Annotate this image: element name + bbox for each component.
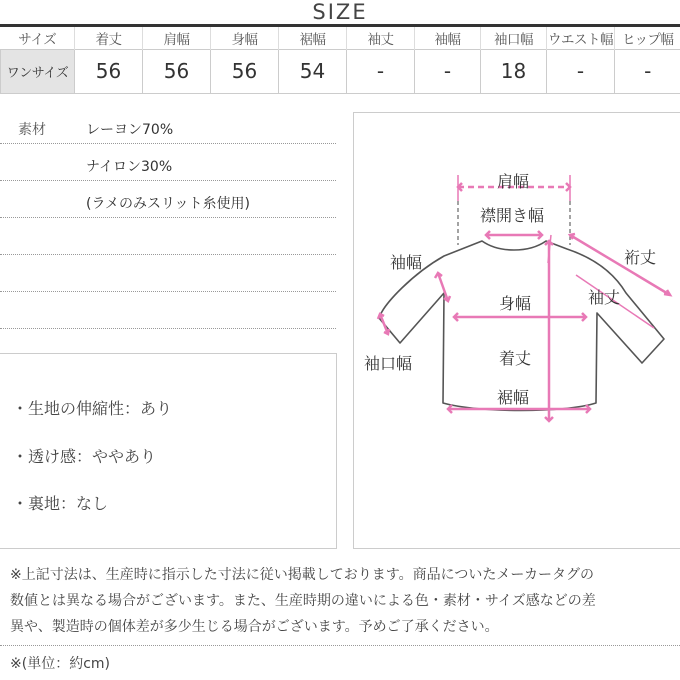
body-width-label: 身幅 (499, 294, 532, 313)
lining-property: ・裏地：なし (12, 494, 109, 513)
neck-width-label: 襟開き幅 (480, 206, 545, 225)
yuki-length-label: 裄丈 (624, 248, 657, 267)
table-cell: 18 (481, 49, 547, 93)
material-row (0, 107, 336, 144)
table-cell: 56 (143, 49, 211, 93)
col-header-length: 着丈 (75, 27, 143, 49)
material-label: 素材 (18, 122, 46, 138)
sheerness-property: ・透け感：ややあり (12, 447, 157, 466)
garment-diagram (353, 112, 680, 549)
table-cell: 56 (211, 49, 279, 93)
stretch-property: ・生地の伸縮性：あり (12, 399, 173, 418)
table-cell: 56 (75, 49, 143, 93)
material-value: (ラメのみスリット糸使用) (86, 196, 250, 212)
material-value: ナイロン30% (86, 159, 173, 175)
divider (0, 645, 680, 646)
col-header-sleeve-length: 袖丈 (347, 27, 415, 49)
page-title: SIZE (312, 0, 368, 24)
table-row (1, 49, 680, 93)
col-header-sleeve-width: 袖幅 (415, 27, 481, 49)
col-header-hem-width: 裾幅 (279, 27, 347, 49)
col-header-size: サイズ (1, 27, 75, 49)
unit-note: ※(単位：約cm) (10, 656, 110, 672)
material-row-empty (0, 218, 336, 255)
size-name-cell: ワンサイズ (1, 49, 75, 93)
hem-width-label: 裾幅 (497, 388, 530, 407)
material-row (0, 144, 336, 181)
material-row (0, 181, 336, 218)
material-section (0, 107, 336, 329)
table-cell: - (415, 49, 481, 93)
fabric-properties-box (0, 353, 337, 549)
material-value: レーヨン70% (86, 122, 174, 138)
cuff-width-label: 袖口幅 (364, 354, 413, 373)
sleeve-length-label: 袖丈 (588, 288, 621, 307)
shoulder-width-label: 肩幅 (497, 172, 530, 191)
col-header-waist-width: ウエスト幅 (547, 27, 615, 49)
table-cell: - (615, 49, 680, 93)
disclaimer-line: 数値とは異なる場合がございます。また、生産時期の違いによる色・素材・サイズ感などの差 (10, 593, 596, 609)
col-header-hip-width: ヒップ幅 (615, 27, 680, 49)
table-cell: 54 (279, 49, 347, 93)
material-row-empty (0, 292, 336, 329)
disclaimer-line: ※上記寸法は、生産時に指示した寸法に従い掲載しております。商品についたメーカータグの (10, 567, 595, 583)
size-table-header (1, 27, 680, 49)
sleeve-width-label: 袖幅 (390, 253, 423, 272)
length-label: 着丈 (499, 349, 532, 368)
material-row-empty (0, 255, 336, 292)
col-header-cuff-width: 袖口幅 (481, 27, 547, 49)
table-cell: - (347, 49, 415, 93)
col-header-body-width: 身幅 (211, 27, 279, 49)
disclaimer-line: 異や、製造時の個体差が多少生じる場合がございます。予めご了承ください。 (10, 619, 499, 635)
size-table (0, 27, 680, 94)
col-header-shoulder: 肩幅 (143, 27, 211, 49)
disclaimer (10, 562, 675, 640)
table-cell: - (547, 49, 615, 93)
